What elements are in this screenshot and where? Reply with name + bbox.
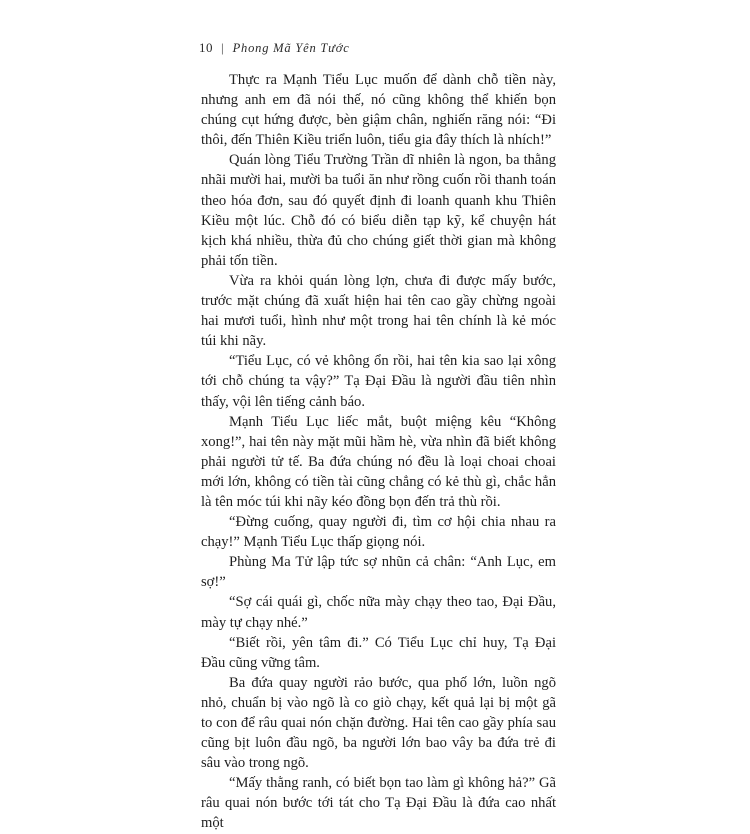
page-number: 10 bbox=[199, 40, 213, 55]
book-title: Phong Mã Yên Tước bbox=[232, 41, 350, 55]
paragraph: “Tiểu Lục, có vẻ không ổn rồi, hai tên kia sao lại xông tới chỗ chúng ta vậy?” Tạ Đại Đầu là người đầu tiên nhìn thấy, vội lên tiếng cảnh báo. bbox=[201, 353, 556, 410]
paragraph: Phùng Ma Tử lập tức sợ nhũn cả chân: “Anh Lục, em sợ!” bbox=[201, 554, 556, 591]
paragraph: “Mấy thằng ranh, có biết bọn tao làm gì không hả?” Gã râu quai nón bước tới tát cho Tạ Đại Đầu là đứa cao nhất một bbox=[201, 775, 556, 832]
running-header bbox=[199, 40, 350, 60]
paragraph: “Sợ cái quái gì, chốc nữa mày chạy theo tao, Đại Đầu, mày tự chạy nhé.” bbox=[201, 594, 556, 631]
paragraph: Quán lòng Tiểu Trường Trần dĩ nhiên là ngon, ba thằng nhãi mười hai, mười ba tuổi ăn như rồng cuốn rồi thanh toán theo hóa đơn, sau đó quyết định đi loanh quanh khu Thiên Kiều một lúc. Chỗ đó có biểu diễn tạp kỹ, kể chuyện hát kịch khá nhiều, thừa đủ cho chúng giết thời gian mà không phải tốn tiền. bbox=[201, 152, 556, 269]
paragraph: Vừa ra khỏi quán lòng lợn, chưa đi được mấy bước, trước mặt chúng đã xuất hiện hai tên cao gầy chừng ngoài hai mươi tuổi, hình như một trong hai tên chính là kẻ móc túi khi nãy. bbox=[201, 272, 556, 350]
header-separator: | bbox=[221, 40, 224, 55]
paragraph: Thực ra Mạnh Tiểu Lục muốn để dành chỗ tiền này, nhưng anh em đã nói thế, nó cũng không thể khiến bọn chúng cụt hứng được, bèn giậm chân, nghiến răng nói: “Đi thôi, đến Thiên Kiều triển luôn, tiểu gia đây thích là nhích!” bbox=[201, 72, 556, 149]
paragraph: Mạnh Tiểu Lục liếc mắt, buột miệng kêu “Không xong!”, hai tên này mặt mũi hầm hè, vừa nhìn đã biết không phải người tử tế. Ba đứa chúng nó đều là loại choai choai mới lớn, không có tiền tài cũng chẳng có kẻ thù gì, chắc hẳn là tên móc túi khi nãy kéo đồng bọn đến trả thù rồi. bbox=[201, 413, 556, 510]
paragraph: Ba đứa quay người rảo bước, qua phố lớn, luồn ngõ nhỏ, chuẩn bị vào ngõ là co giò chạy, kết quả lại bị một gã to con để râu quai nón chặn đường. Hai tên cao gầy phía sau cũng bịt luôn đầu ngõ, ba người lớn bao vây ba đứa trẻ đi sâu vào trong ngõ. bbox=[201, 674, 556, 772]
paragraph: “Đừng cuống, quay người đi, tìm cơ hội chia nhau ra chạy!” Mạnh Tiểu Lục thấp giọng nói. bbox=[201, 514, 556, 551]
body-text bbox=[201, 70, 556, 834]
paragraph: “Biết rồi, yên tâm đi.” Có Tiểu Lục chỉ huy, Tạ Đại Đầu cũng vững tâm. bbox=[201, 634, 556, 671]
